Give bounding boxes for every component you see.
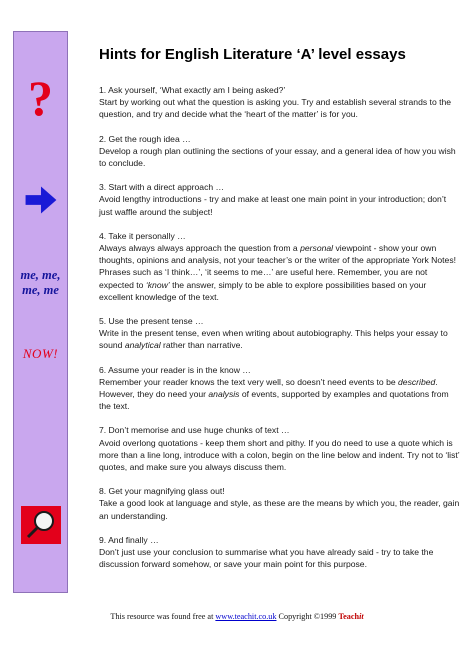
hint-1: [99, 84, 461, 121]
footer-link[interactable]: www.teachit.co.uk: [215, 612, 277, 621]
page-footer: [0, 612, 474, 621]
text-run: viewpoint - show your own thoughts, opinions and analysis, not your teacher’s or the writer of the appropriate York Notes! Phrases such as ‘I think…’, ‘it seems to me…’ are useful here. Remember, you are not expected to: [99, 243, 457, 290]
hint-heading: 3. Start with a direct approach …: [99, 182, 225, 193]
hint-5: [99, 315, 461, 352]
text-run: Always always always approach the question from a: [99, 243, 301, 254]
footer-copyright: Copyright ©1999: [278, 612, 337, 621]
hint-body: Develop a rough plan outlining the sections of your essay, and a general idea of how you wish to conclude.: [99, 145, 456, 169]
text-run: rather than narrative.: [160, 340, 243, 351]
footer-brand: [338, 612, 363, 621]
page-title: Hints for English Literature ‘A’ level essays: [99, 46, 406, 63]
hint-body: Start by working out what the question is asking you. Try and establish several strands to the question, and try and decide what the ‘heart of the matter’ is for you.: [99, 97, 452, 120]
hint-9: [99, 534, 461, 571]
hint-heading: 9. And finally …: [99, 534, 159, 545]
hint-body: [99, 242, 461, 303]
emphasis-analysis: analysis: [208, 389, 240, 400]
hint-body: Avoid overlong quotations - keep them short and pithy. If you do need to use a quote which is more than a line long, introduce with a colon, begin on the line below and indent. Try not to ‘list’ quotes, and make sure you always discuss them.: [99, 437, 460, 473]
hint-body: [99, 376, 461, 413]
hint-4: [99, 230, 461, 303]
decorative-sidebar: [13, 31, 68, 593]
footer-prefix: This resource was found free at: [110, 612, 214, 621]
brand-teach: Teach: [338, 612, 360, 621]
hint-heading: 4. Take it personally …: [99, 230, 186, 241]
text-run: of events, supported by examples and quotations from the text.: [99, 389, 449, 412]
magnifying-glass-icon: [21, 506, 61, 544]
hint-heading: 6. Assume your reader is in the know …: [99, 364, 251, 375]
me-line-1: me, me,: [20, 268, 61, 282]
hint-3: [99, 181, 461, 218]
text-run: Write in the present tense, even when writing about autobiography. This helps your essay to sound: [99, 328, 448, 351]
emphasis-know: ‘know’: [145, 279, 170, 290]
hint-body: [99, 327, 461, 351]
hint-8: [99, 485, 461, 522]
hint-heading: 5. Use the present tense …: [99, 316, 204, 327]
me-line-2: me, me: [22, 283, 59, 297]
text-run: the answer, simply to be able to explore possibilities based on your excellent knowledge of the text.: [99, 279, 427, 302]
emphasis-analytical: analytical: [124, 340, 161, 351]
hint-heading: 1. Ask yourself, ‘What exactly am I being asked?’: [99, 85, 286, 95]
now-label: NOW!: [22, 346, 59, 361]
hint-7: [99, 424, 461, 473]
hint-body: Avoid lengthy introductions - try and make at least one main point in your introduction; don’t just waffle around the subject!: [99, 194, 447, 217]
hint-heading: 7. Don’t memorise and use huge chunks of text …: [99, 425, 290, 436]
hint-body: Take a good look at language and style, as these are the means by which you, the reader, gain an understanding.: [99, 498, 460, 521]
emphasis-described: described: [398, 376, 436, 387]
hint-2: [99, 133, 461, 170]
brand-it: it: [359, 612, 364, 621]
hint-heading: 2. Get the rough idea …: [99, 133, 191, 144]
text-run: Remember your reader knows the text very well, so doesn’t need events to be: [99, 376, 399, 387]
arrow-right-icon: [14, 180, 67, 220]
emphasis-personal: personal: [300, 243, 334, 254]
hint-heading: 8. Get your magnifying glass out!: [99, 486, 225, 497]
question-mark-icon: ?: [28, 70, 53, 126]
hint-6: [99, 364, 461, 413]
text-run: . However, they do need your: [99, 376, 438, 400]
hint-body: Don’t just use your conclusion to summarise what you have already said - try to take the discussion forward somehow, or save your main point for this purpose.: [99, 547, 434, 570]
me-me-label: [14, 268, 67, 298]
main-content: [99, 46, 461, 583]
